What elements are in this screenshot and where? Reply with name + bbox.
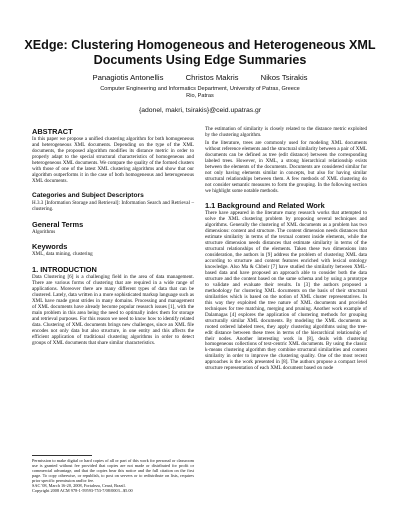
affiliation-line-1: Computer Engineering and Informatics Department, University of Patras, Greece [100, 86, 300, 92]
right-paragraph-2: In the literature, trees are commonly used for modeling XML documents without reference elements and the structural similarity between a pair of XML documents can be defined as tree (edit distance) between the corresponding labeled trees. However, in XML, a strong hierarchical relationship exists between the elements of the documents. Documents are considered similar for not only having elements similar in concepts, but also for having similar structural relationships between them. A few methods of XML clustering do not consider semantic measures to form the grouping. In the following section we highlight some notable methods. [205, 139, 367, 194]
keywords-text: XML, data mining, clustering [32, 251, 93, 258]
author-list [0, 73, 400, 82]
right-paragraph-1: The estimation of similarity is closely related to the distance metric exploited by the clustering algorithm. [205, 126, 367, 138]
author-2: Christos Makris [185, 73, 239, 82]
permission-footnote [32, 458, 194, 493]
affiliation-line-2: Rio, Patras [186, 93, 214, 100]
author-1: Panagiotis Antonellis [92, 73, 164, 82]
footnote-rule [32, 455, 92, 456]
paper-title: XEdge: Clustering Homogeneous and Heterogeneous XML Documents Using Edge Summaries [24, 38, 376, 67]
author-3: Nikos Tsirakis [260, 73, 308, 82]
introduction-text: Data Clustering [6] is a challenging field in the area of data management. There are various forms of clustering that are required in a wide range of applications. Moreover there are many different types of data that can be clustered. Lately, data written in a more sophisticated markup language such as XML have made great strides in many domains. Processing and management of XML documents have already become popular research issues [1], with the main problem in this area being the need to optimally index them for storage and retrieval purposes. For this reason we need to know how to identify related data. Clustering of XML documents brings new challenges, since an XML file encodes not only data but also structure, in one entity and this affects the efficient application of traditional clustering algorithms in order to detect groups of XML documents that share similar characteristics. [32, 274, 194, 346]
abstract-heading: ABSTRACT [32, 127, 73, 136]
affiliation [0, 86, 400, 100]
permission-text: Permission to make digital or hard copies of all or part of this work for personal or classroom use is granted without fee provided that copies are not made or distributed for profit or commercial advantage, and that the copies bear this notice and the full citation on the first page. To copy otherwise, or republish, to post on servers or to redistribute on lists, requires prior specific permission and/or fee. [32, 458, 194, 483]
general-terms-text: Algorithms [32, 228, 56, 235]
keywords-heading: Keywords [32, 242, 68, 252]
general-terms-heading: General Terms [32, 219, 84, 229]
author-email: {adonel, makri, tsirakis}@ceid.upatras.gr [138, 107, 262, 114]
related-work-heading: 1.1 Background and Related Work [205, 201, 325, 211]
copyright-text: Copyright 2008 ACM 978-1-59593-753-7/08/0003...$5.00 [32, 488, 133, 493]
introduction-heading: 1. INTRODUCTION [32, 265, 97, 275]
right-column [205, 127, 367, 374]
categories-heading: Categories and Subject Descriptors [32, 191, 144, 199]
left-column [32, 127, 194, 349]
conference-text: SAC '08, March 16-20, 2008, Fortaleza, Ceará, Brazil. [32, 483, 126, 488]
categories-text: H.3.3 [Information Storage and Retrieval]: Information Search and Retrieval – clustering. [32, 199, 194, 212]
abstract-text: In this paper we propose a unified clustering algorithm for both homogeneous and heterogeneous XML documents. Depending on the type of the XML documents, the proposed algorithm modifies its distance metric in order to properly adapt to the special structural characteristics of homogeneous and heterogeneous XML documents. We compare the quality of the formed clusters with those of one of the latest XML clustering algorithms and show that our algorithm outperforms it in the case of both homogeneous and heterogeneous XML documents. [32, 136, 194, 184]
related-work-text: There have appeared in the literature many research works that attempted to solve the XML clustering problem by proposing several techniques and algorithms. Generally the clustering of XML documents as a problem has two dimensions: content and structure. The content dimension needs distances that estimate similarity in terms of the textual content inside elements, while the structure dimension needs distances that estimate similarity in terms of the structural relationships of the elements. Taken these two dimensions into consideration, the authors in [9] address the problem of clustering XML data according to structure and content features enriched with lexical ontology knowledge. Also Ma & Chbeir [7] have studied the similarity between XML-based data and have proposed an approach able to consider both the data structure and the content based on the same schema and by using a prototype to validate and evaluate their results. In [3] the authors proposed a methodology for clustering XML documents on the basis of their structural similarities which is based on the notion of XML cluster representatives. In this way they exploited the tree nature of XML documents and provided techniques for tree matching, merging and pruning. Another work example of Dalamagas [4] explores the application of clustering methods for grouping structurally similar XML documents. By modeling the XML documents as rooted ordered labeled trees, they apply clustering algorithms using the tree-edit distance between these trees in terms of the hierarchical relationship of their nodes. Another interesting work in [8], deals with clustering homogeneous collections of text-centric XML documents. By using the classic k-means clustering algorithm they combine structural similarities and content similarity in order to improve the clustering quality. One of the most recent approaches is the work presented in [8]. The authors propose a compact level structure representation of each XML document based on node [205, 210, 367, 372]
